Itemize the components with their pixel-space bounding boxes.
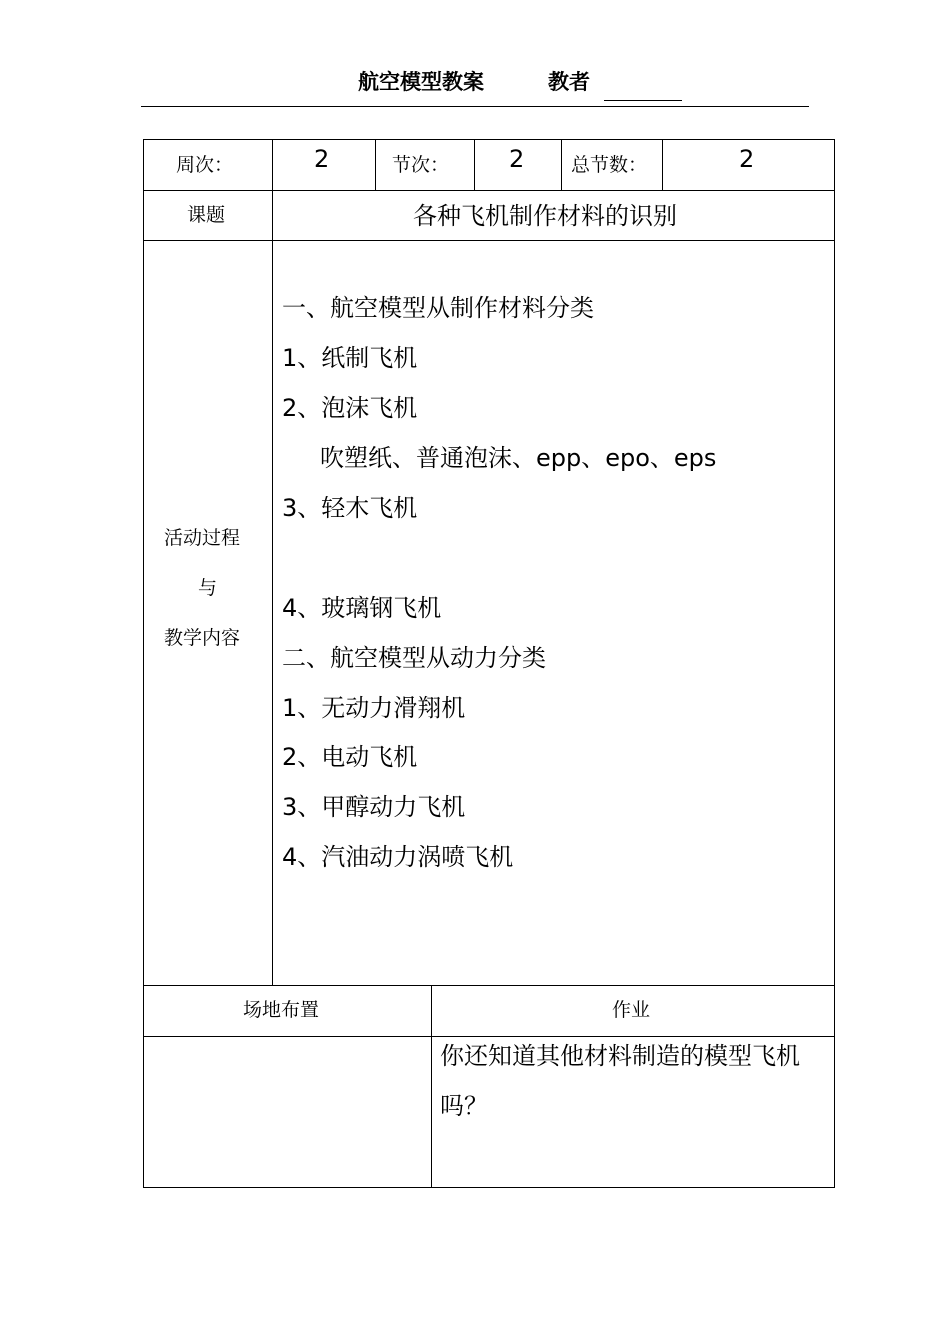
- topic-label: 课题: [187, 204, 226, 226]
- total-periods-label: 总节数：: [571, 154, 648, 176]
- venue-label: 场地布置: [243, 999, 320, 1021]
- column-divider: [272, 139, 273, 985]
- content-heading: 一、航空模型从制作材料分类: [282, 294, 594, 322]
- column-divider: [561, 139, 562, 190]
- column-divider: [474, 139, 475, 190]
- activity-label-line3: 教学内容: [164, 627, 241, 649]
- content-item: 3、轻木飞机: [282, 494, 418, 522]
- column-divider: [375, 139, 376, 190]
- total-periods-value: 2: [739, 145, 755, 173]
- week-value: 2: [314, 145, 330, 173]
- content-item: 2、电动飞机: [282, 743, 418, 771]
- activity-label-line2: 与: [198, 577, 218, 599]
- row-divider: [143, 190, 835, 191]
- activity-label-line1: 活动过程: [164, 527, 241, 549]
- column-divider: [431, 985, 432, 1188]
- column-divider: [662, 139, 663, 190]
- content-item: 3、甲醇动力飞机: [282, 793, 466, 821]
- topic-value: 各种飞机制作材料的识别: [413, 202, 677, 230]
- header-rule: [141, 106, 809, 107]
- content-item: 2、泡沫飞机: [282, 394, 418, 422]
- content-subitem: 吹塑纸、普通泡沫、epp、epo、eps: [320, 444, 717, 472]
- period-value: 2: [509, 145, 525, 173]
- period-label: 节次：: [392, 154, 450, 176]
- document-header: [0, 62, 950, 102]
- document-title: 航空模型教案: [358, 70, 484, 94]
- row-divider: [143, 240, 835, 241]
- content-heading: 二、航空模型从动力分类: [282, 644, 546, 672]
- homework-text-line1: 你还知道其他材料制造的模型飞机: [440, 1042, 800, 1070]
- author-label: 教者: [548, 70, 590, 94]
- author-blank-line: [604, 100, 682, 101]
- content-item: 1、无动力滑翔机: [282, 694, 466, 722]
- homework-text-line2: 吗？: [440, 1092, 488, 1120]
- row-divider: [143, 985, 835, 986]
- content-item: 4、汽油动力涡喷飞机: [282, 843, 514, 871]
- week-label: 周次：: [176, 154, 234, 176]
- homework-label: 作业: [612, 999, 651, 1021]
- content-item: 1、纸制飞机: [282, 344, 418, 372]
- content-item: 4、玻璃钢飞机: [282, 594, 442, 622]
